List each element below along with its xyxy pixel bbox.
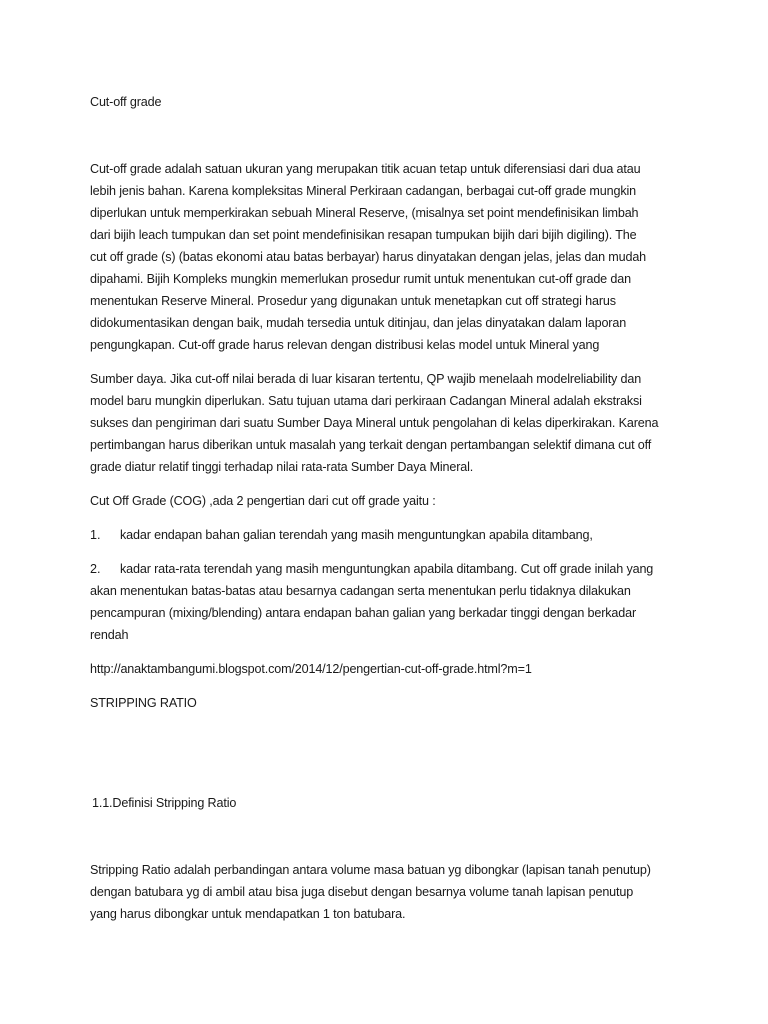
paragraph-line: diperlukan untuk memperkirakan sebuah Mineral Reserve, (misalnya set point mendefinisikan limbah (90, 206, 639, 220)
paragraph-line: dipahami. Bijih Kompleks mungkin memerlukan prosedur rumit untuk menentukan cut-off grade dan (90, 272, 631, 286)
paragraph-line: didokumentasikan dengan baik, mudah tersedia untuk ditinjau, dan jelas dinyatakan dalam laporan (90, 316, 627, 330)
list-number: 2. (90, 562, 101, 576)
subsection-heading: 1.1.Definisi Stripping Ratio (92, 796, 237, 810)
paragraph-line: cut off grade (s) (batas ekonomi atau batas berbayar) harus dinyatakan dengan jelas, jelas dan mudah (90, 250, 647, 264)
paragraph-line: Cut-off grade adalah satuan ukuran yang merupakan titik acuan tetap untuk diferensiasi dari dua atau (90, 162, 641, 176)
paragraph-line: pertimbangan harus diberikan untuk masalah yang terkait dengan pertambangan selektif dimana cut off (90, 438, 652, 452)
paragraph-line: Stripping Ratio adalah perbandingan antara volume masa batuan yg dibongkar (lapisan tanah penutup) (90, 863, 651, 877)
paragraph-line: Sumber daya. Jika cut-off nilai berada di luar kisaran tertentu, QP wajib menelaah modelreliability dan (90, 372, 642, 386)
list-item-text: pencampuran (mixing/blending) antara endapan bahan galian yang berkadar tinggi dengan berkadar (90, 606, 637, 620)
cog-intro: Cut Off Grade (COG) ,ada 2 pengertian dari cut off grade yaitu : (90, 494, 436, 508)
paragraph-line: sukses dan pengiriman dari suatu Sumber Daya Mineral untuk pengolahan di kelas diperkirakan. Karena (90, 416, 659, 430)
list-item-text: rendah (90, 628, 129, 642)
document-title: Cut-off grade (90, 95, 162, 109)
source-url: http://anaktambangumi.blogspot.com/2014/12/pengertian-cut-off-grade.html?m=1 (90, 662, 532, 676)
paragraph-line: model baru mungkin diperlukan. Satu tujuan utama dari perkiraan Cadangan Mineral adalah ekstraksi (90, 394, 642, 408)
list-number: 1. (90, 528, 101, 542)
section-heading: STRIPPING RATIO (90, 696, 197, 710)
paragraph-line: dari bijih leach tumpukan dan set point mendefinisikan resapan tumpukan bijih dari bijih digiling). The (90, 228, 637, 242)
list-item-text: kadar rata-rata terendah yang masih menguntungkan apabila ditambang. Cut off grade inilah yang (120, 562, 654, 576)
paragraph-line: menentukan Reserve Mineral. Prosedur yang digunakan untuk menetapkan cut off strategi harus (90, 294, 616, 308)
paragraph-line: pengungkapan. Cut-off grade harus relevan dengan distribusi kelas model untuk Mineral yang (90, 338, 600, 352)
paragraph-line: lebih jenis bahan. Karena kompleksitas Mineral Perkiraan cadangan, berbagai cut-off grade mungkin (90, 184, 636, 198)
list-item-text: kadar endapan bahan galian terendah yang masih menguntungkan apabila ditambang, (120, 528, 593, 542)
paragraph-line: grade diatur relatif tinggi terhadap nilai rata-rata Sumber Daya Mineral. (90, 460, 474, 474)
paragraph-line: dengan batubara yg di ambil atau bisa juga disebut dengan besarnya volume tanah lapisan penutup (90, 885, 634, 899)
list-item-text: akan menentukan batas-batas atau besarnya cadangan serta menentukan perlu tidaknya dilakukan (90, 584, 631, 598)
paragraph-line: yang harus dibongkar untuk mendapatkan 1 ton batubara. (90, 907, 406, 921)
